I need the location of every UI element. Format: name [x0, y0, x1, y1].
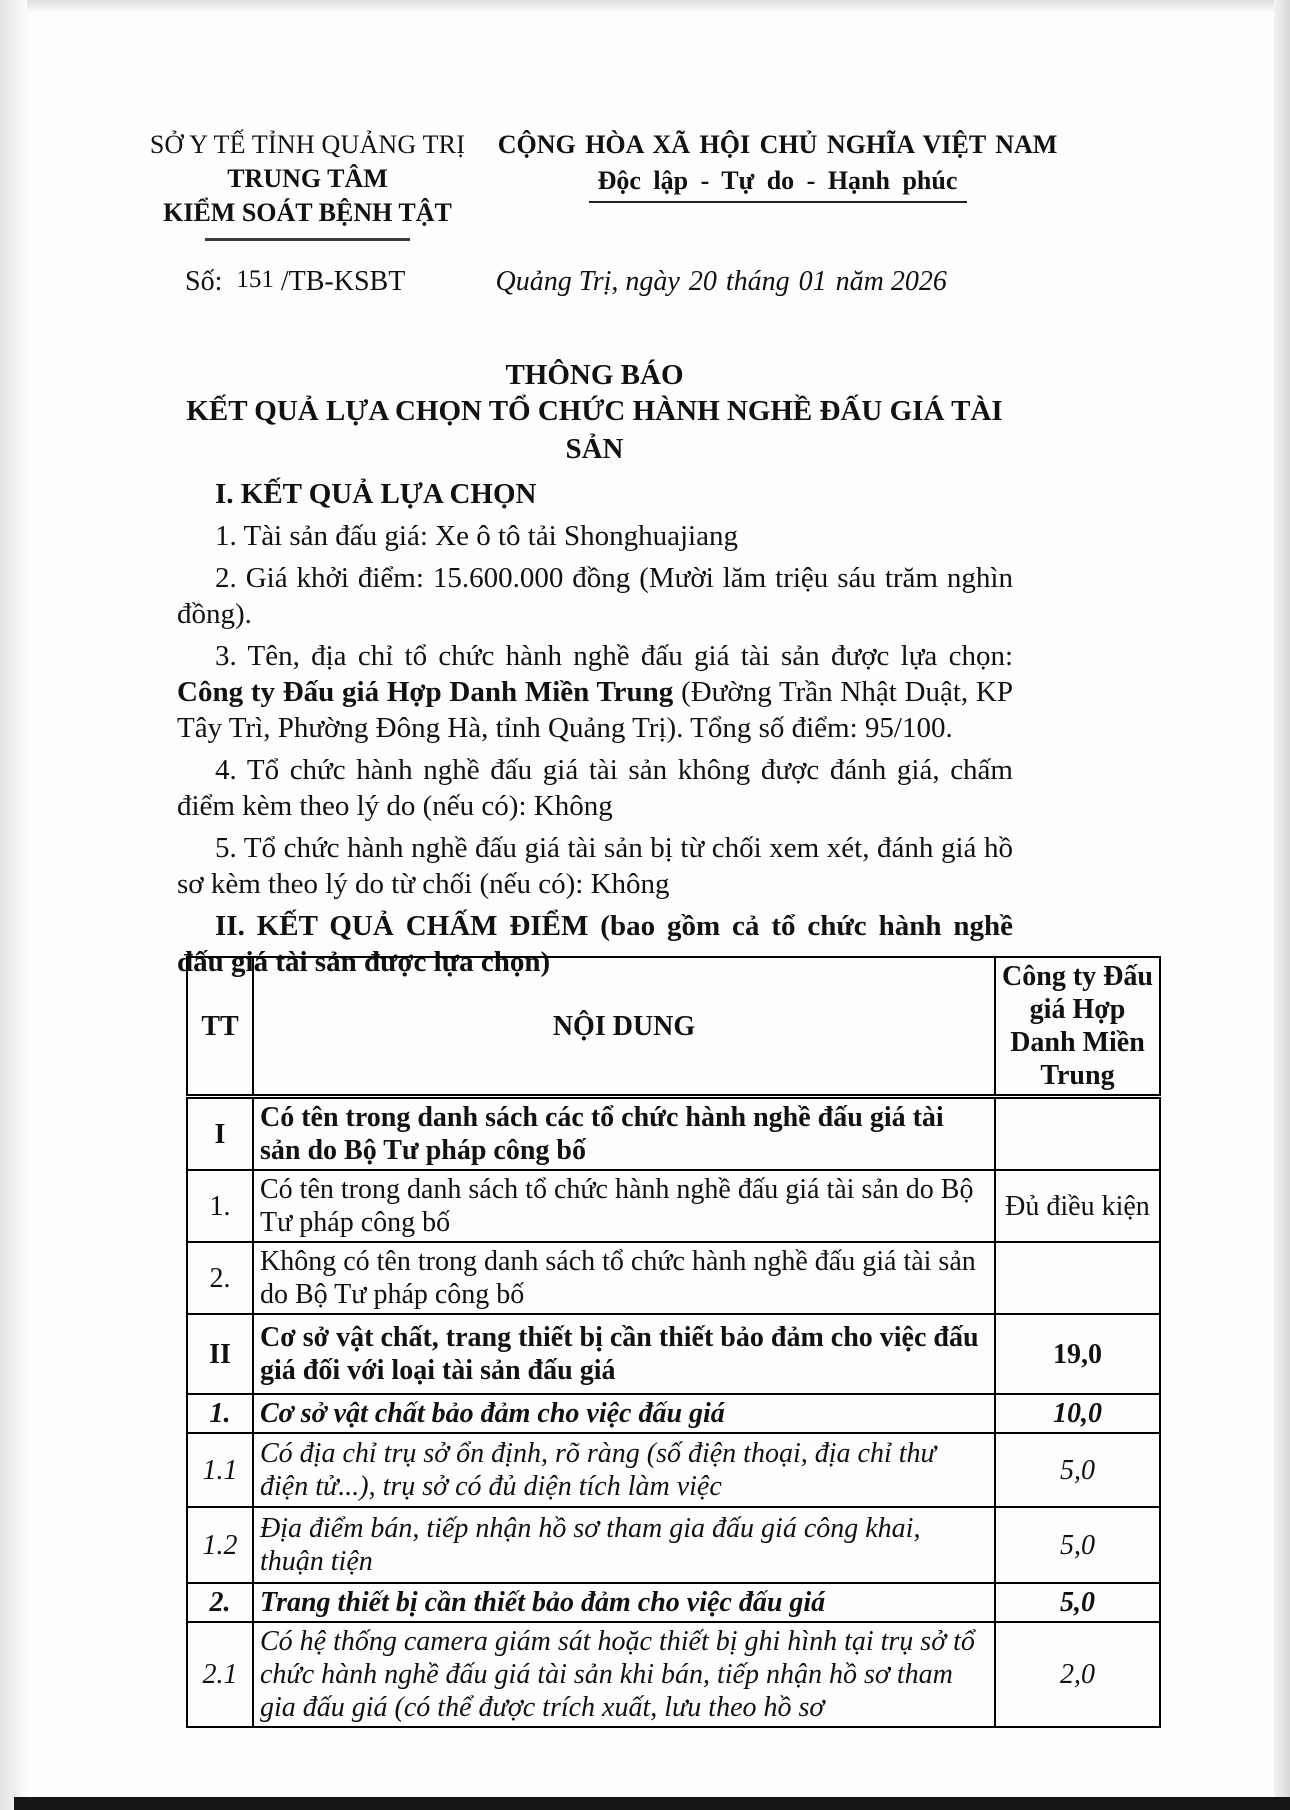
- header-org-column: Công ty Đấu giá Hợp Danh Miền Trung: [995, 957, 1160, 1097]
- doc-no-suffix: /TB-KSBT: [280, 266, 406, 297]
- org-underline-rule: [205, 238, 410, 241]
- table-row-II-2: [187, 1583, 1160, 1622]
- item-2-starting-price: 2. Giá khởi điểm: 15.600.000 đồng (Mười lăm triệu sáu trăm nghìn đồng).: [177, 562, 1013, 630]
- item-3-text-post: (Đường Trần Nhật Duật, KP Tây Trì, Phường Đông Hà, tỉnh Quảng Trị). Tổng số điểm: 95/100.: [177, 676, 1013, 744]
- scoring-table: [186, 956, 1161, 1728]
- document-title-block: [177, 358, 1012, 468]
- item-5-rejected: 5. Tổ chức hành nghề đấu giá tài sản bị từ chối xem xét, đánh giá hồ sơ kèm theo lý do từ chối (nếu có): Không: [177, 832, 1013, 900]
- org-parent-name: SỞ Y TẾ TỈNH QUẢNG TRỊ: [149, 130, 466, 159]
- table-row-1: [187, 1170, 1160, 1242]
- document-body: [177, 476, 1013, 986]
- row-1-1-content: Có địa chỉ trụ sở ổn định, rõ ràng (số điện thoại, địa chỉ thư điện tử...), trụ sở có đủ diện tích làm việc: [253, 1433, 995, 1507]
- document-header: [135, 128, 1065, 241]
- row-II-tt: II: [187, 1314, 253, 1394]
- row-II-2-tt: 2.: [187, 1583, 253, 1622]
- item-3-org-name: Công ty Đấu giá Hợp Danh Miền Trung: [177, 676, 674, 708]
- row-II-1-tt: 1.: [187, 1394, 253, 1433]
- row-1-2-content: Địa điểm bán, tiếp nhận hồ sơ tham gia đấu giá công khai, thuận tiện: [253, 1507, 995, 1583]
- doc-no-value: 151: [236, 266, 274, 293]
- row-1-content: Có tên trong danh sách tổ chức hành nghề đấu giá tài sản do Bộ Tư pháp công bố: [253, 1170, 995, 1242]
- row-2-score: [995, 1242, 1160, 1314]
- date-day: 20: [688, 266, 717, 297]
- item-1-asset: 1. Tài sản đấu giá: Xe ô tô tải Shonghuajiang: [215, 520, 738, 552]
- national-motto-block: [490, 128, 1065, 241]
- doc-no-label: Số:: [185, 266, 223, 297]
- org-name-line1: TRUNG TÂM: [227, 164, 388, 193]
- header-tt: TT: [187, 957, 253, 1097]
- date-month: 01: [798, 266, 827, 297]
- row-II-2-content: Trang thiết bị cần thiết bảo đảm cho việc đấu giá: [253, 1583, 995, 1622]
- row-I-score: [995, 1097, 1160, 1171]
- date-prefix: Quảng Trị, ngày: [495, 266, 680, 297]
- national-motto: Độc lập - Tự do - Hạnh phúc: [597, 166, 958, 195]
- table-header-row: [187, 957, 1160, 1097]
- date-suffix: năm 2026: [835, 266, 947, 297]
- row-II-score: 19,0: [995, 1314, 1160, 1394]
- table-row-2-1: [187, 1622, 1160, 1727]
- row-1-1-score: 5,0: [995, 1433, 1160, 1507]
- table-row-1-2: [187, 1507, 1160, 1583]
- row-1-score: Đủ điều kiện: [995, 1170, 1160, 1242]
- row-II-content: Cơ sở vật chất, trang thiết bị cần thiết bảo đảm cho việc đấu giá đối với loại tài sản đấu giá: [253, 1314, 995, 1394]
- row-1-tt: 1.: [187, 1170, 253, 1242]
- date-mid: tháng: [725, 266, 790, 297]
- row-2-1-content: Có hệ thống camera giám sát hoặc thiết bị ghi hình tại trụ sở tổ chức hành nghề đấu giá tài sản khi bán, tiếp nhận hồ sơ tham gia đấu giá (có thể được trích xuất, lưu theo hồ sơ: [253, 1622, 995, 1727]
- table-row-I: [187, 1097, 1160, 1171]
- row-II-1-score: 10,0: [995, 1394, 1160, 1433]
- section-1-heading: I. KẾT QUẢ LỰA CHỌN: [215, 478, 537, 510]
- scan-edge-right: [1274, 0, 1290, 1810]
- item-3-text-pre: 3. Tên, địa chỉ tổ chức hành nghề đấu giá tài sản được lựa chọn:: [215, 640, 1013, 672]
- row-I-tt: I: [187, 1097, 253, 1171]
- table-row-2: [187, 1242, 1160, 1314]
- row-II-1-content: Cơ sở vật chất bảo đảm cho việc đấu giá: [253, 1394, 995, 1433]
- document-type-title: THÔNG BÁO: [505, 359, 684, 391]
- place-date-line: [405, 266, 1037, 298]
- row-2-content: Không có tên trong danh sách tổ chức hành nghề đấu giá tài sản do Bộ Tư pháp công bố: [253, 1242, 995, 1314]
- row-2-1-tt: 2.1: [187, 1622, 253, 1727]
- header-content: NỘI DUNG: [253, 957, 995, 1097]
- number-date-line: [177, 266, 1037, 298]
- row-2-tt: 2.: [187, 1242, 253, 1314]
- national-title: CỘNG HÒA XÃ HỘI CHỦ NGHĨA VIỆT NAM: [497, 130, 1058, 159]
- item-4-not-evaluated: 4. Tổ chức hành nghề đấu giá tài sản không được đánh giá, chấm điểm kèm theo lý do (nếu có): Không: [177, 754, 1013, 822]
- row-1-2-tt: 1.2: [187, 1507, 253, 1583]
- table-row-II-1: [187, 1394, 1160, 1433]
- row-II-2-score: 5,0: [995, 1583, 1160, 1622]
- row-1-1-tt: 1.1: [187, 1433, 253, 1507]
- document-subject-title: KẾT QUẢ LỰA CHỌN TỔ CHỨC HÀNH NGHỀ ĐẤU GIÁ TÀI SẢN: [186, 395, 1003, 465]
- document-number: [185, 266, 405, 298]
- org-name-line2: KIỂM SOÁT BỆNH TẬT: [163, 198, 452, 227]
- table-row-II: [187, 1314, 1160, 1394]
- row-I-content: Có tên trong danh sách các tổ chức hành nghề đấu giá tài sản do Bộ Tư pháp công bố: [253, 1097, 995, 1171]
- table-row-1-1: [187, 1433, 1160, 1507]
- item-3-selected-org: [177, 638, 1013, 746]
- scan-bottom-black-bar: [14, 1797, 1290, 1810]
- issuing-org-block: [135, 128, 480, 241]
- scan-edge-left: [0, 0, 27, 1810]
- row-2-1-score: 2,0: [995, 1622, 1160, 1727]
- row-1-2-score: 5,0: [995, 1507, 1160, 1583]
- scan-edge-top: [0, 0, 1290, 12]
- section-2-heading: II. KẾT QUẢ CHẤM ĐIỂM (bao gồm cả tổ chức hành nghề đấu giá tài sản được lựa chọn): [177, 910, 1013, 978]
- motto-underline-rule: [589, 201, 967, 203]
